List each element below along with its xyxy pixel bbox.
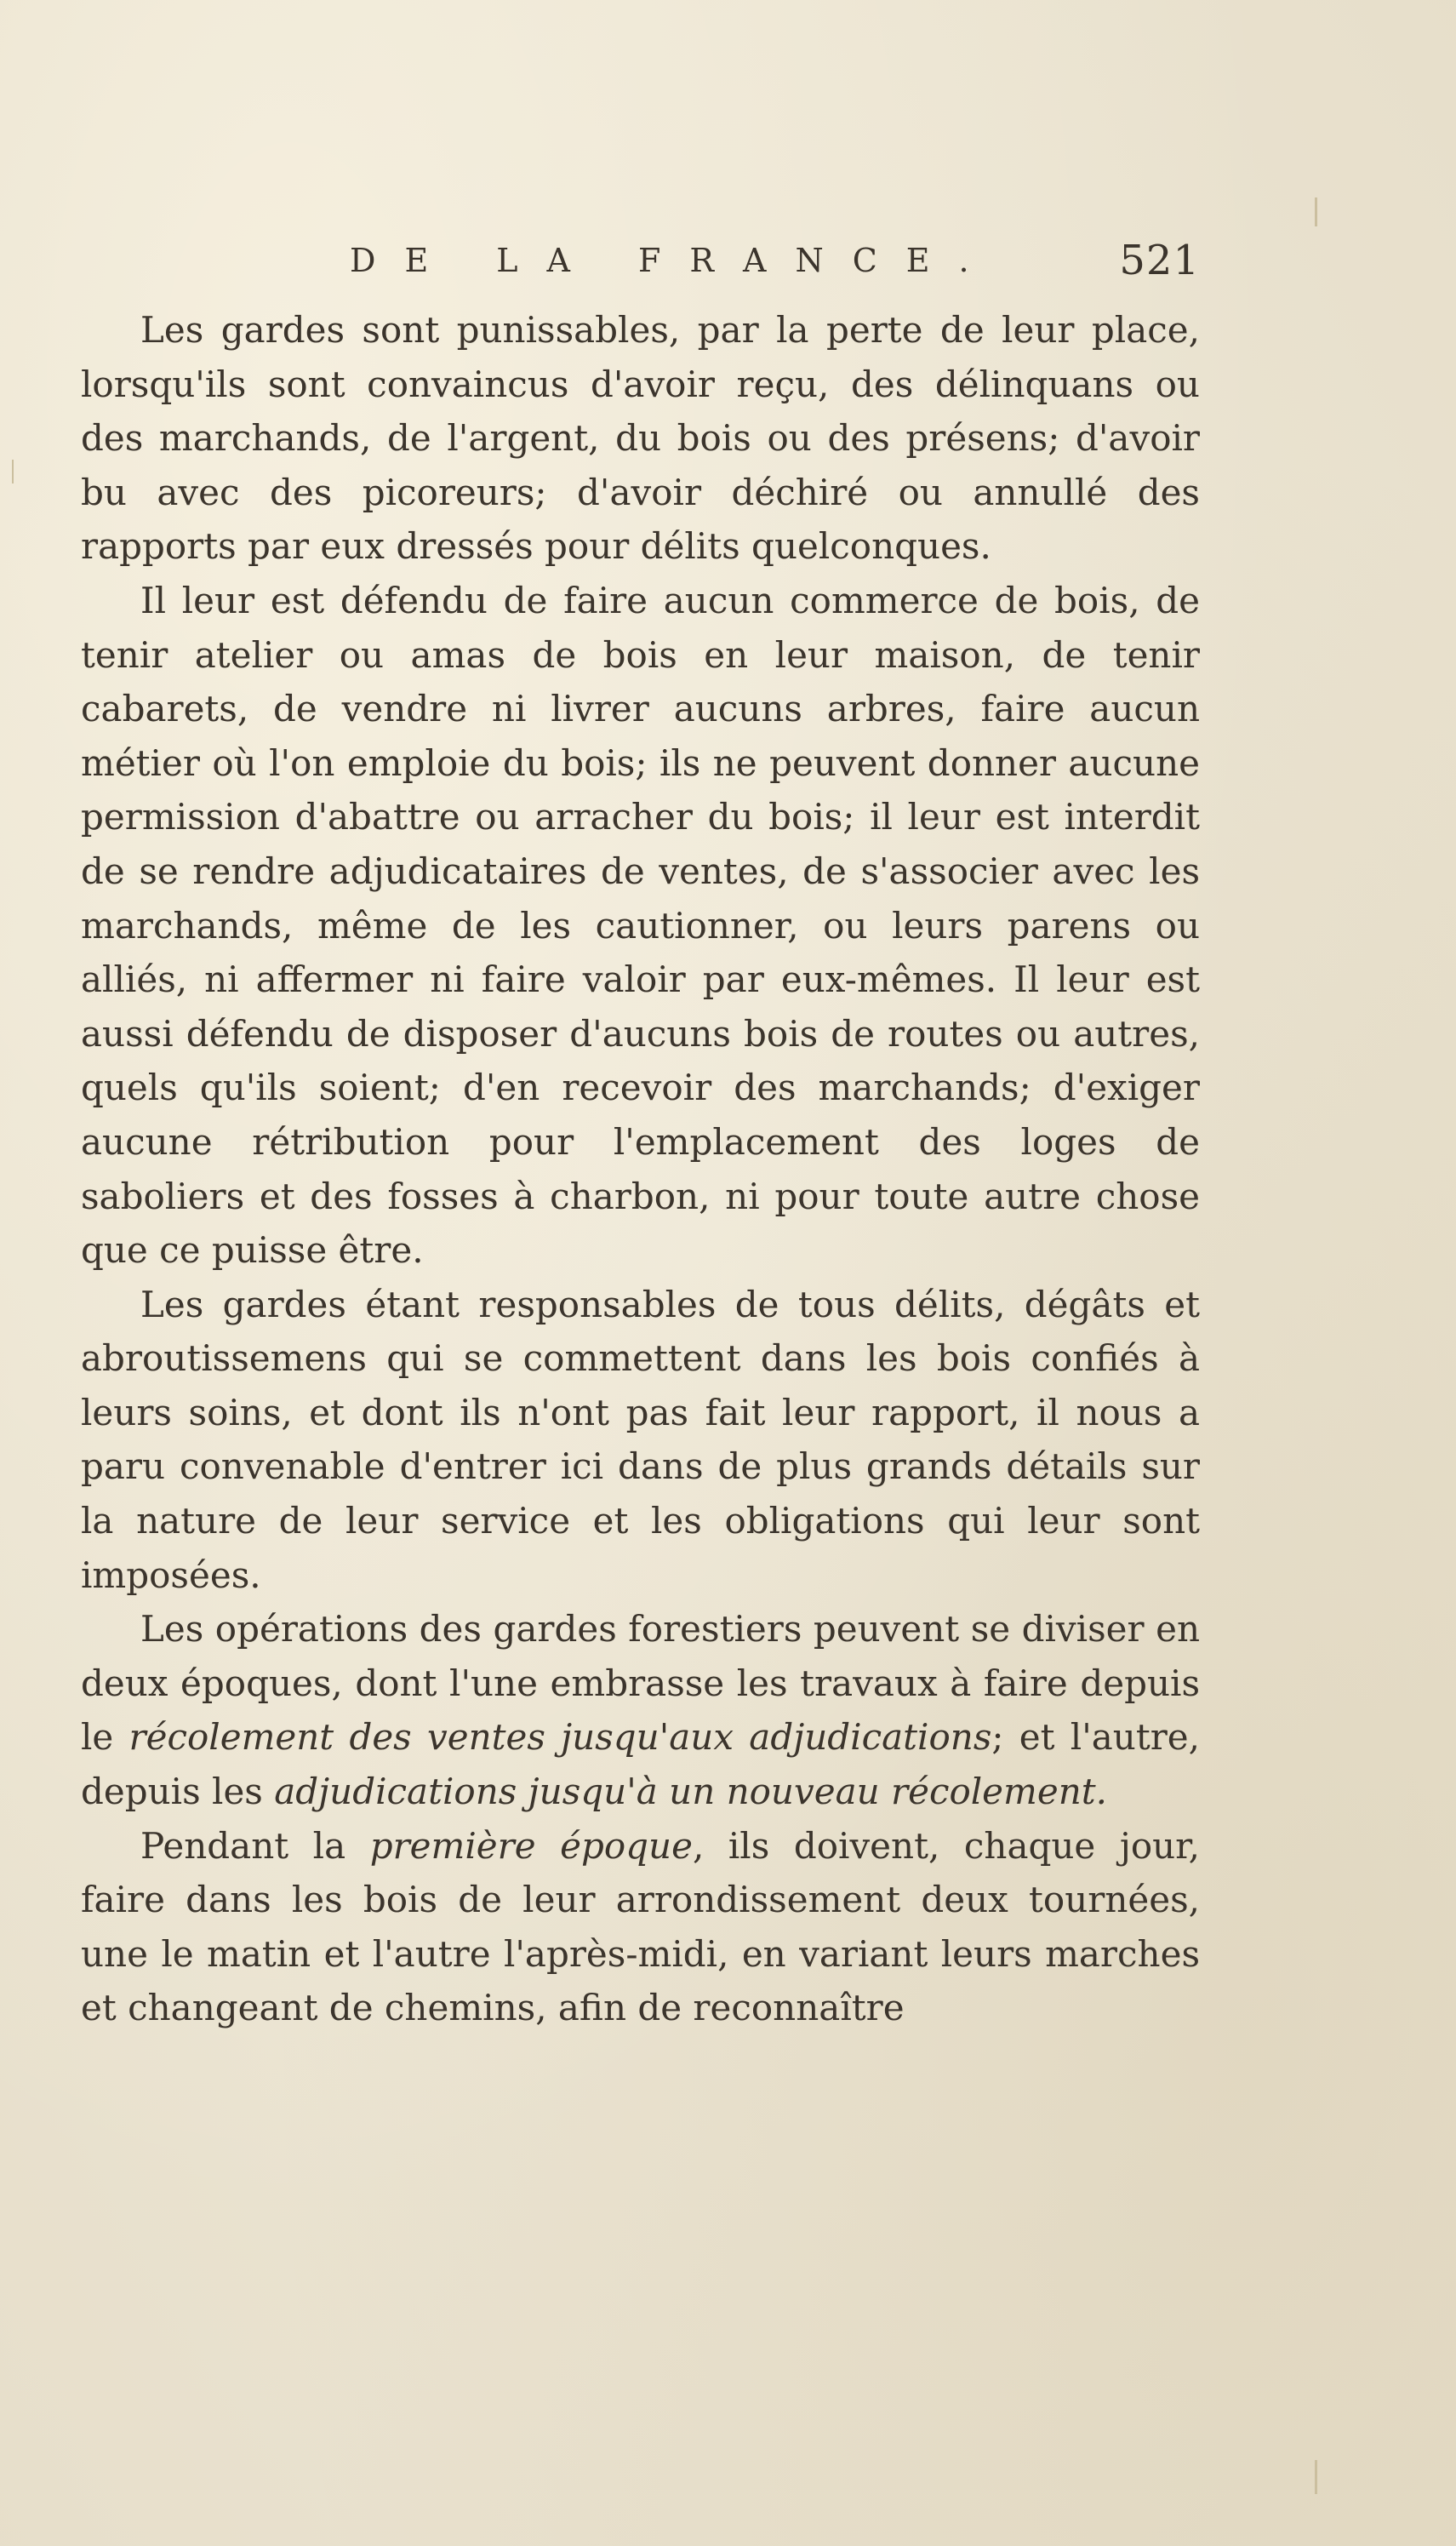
paragraph-4-text-b: ; et l'autre, depuis les (81, 1716, 1200, 1813)
page-number: 521 (1119, 237, 1200, 284)
paragraph-5-italic: première époque (369, 1824, 693, 1867)
paragraph-4-italic-b: adjudications jusqu'à un nouveau récolement. (274, 1771, 1107, 1813)
margin-mark-left (12, 460, 14, 483)
paragraph-5-text-b: , ils doivent, chaque jour, faire dans les bois de leur arrondissement deux tournées, une le matin et l'autre l'après-midi, en variant leurs marches et changeant de chemins, afin de reconnaître (81, 1824, 1200, 2029)
paragraph-4-italic-a: récolement des ventes jusqu'aux adjudications (128, 1716, 992, 1759)
running-head (81, 230, 1200, 289)
margin-mark-right-bottom (1315, 2460, 1317, 2494)
running-title: DE LA FRANCE. (350, 242, 998, 279)
paragraph-2: Il leur est défendu de faire aucun commerce de bois, de tenir atelier ou amas de bois en leur maison, de tenir cabarets, de vendre ni livrer aucuns arbres, faire aucun métier où l'on emploie du bois; ils ne peuvent donner aucune permission d'abattre ou arracher du bois; il leur est interdit de se rendre adjudicataires de ventes, de s'associer avec les marchands, même de les cautionner, ou leurs parens ou alliés, ni affermer ni faire valoir par eux-mêmes. Il leur est aussi défendu de disposer d'aucuns bois de routes ou autres, quels qu'ils soient; d'en recevoir des marchands; d'exiger aucune rétribution pour l'emplacement des loges de saboliers et des fosses à charbon, ni pour toute autre chose que ce puisse être. (81, 579, 1200, 1272)
paragraph-3: Les gardes étant responsables de tous délits, dégâts et abroutissemens qui se commettent dans les bois confiés à leurs soins, et dont ils n'ont pas fait leur rapport, il nous a paru convenable d'entrer ici dans de plus grands détails sur la nature de leur service et les obligations qui leur sont imposées. (81, 1283, 1200, 1596)
paragraph-5-text-a: Pendant la (140, 1824, 370, 1867)
paragraph-5 (81, 1819, 1200, 2035)
paragraph-4 (81, 1602, 1200, 1818)
paragraph-4-text-a: Les opérations des gardes forestiers peuvent se diviser en deux époques, dont l'une embrasse les travaux à faire depuis le (81, 1608, 1200, 1759)
paragraph-1: Les gardes sont punissables, par la perte de leur place, lorsqu'ils sont convaincus d'avoir reçu, des délinquans ou des marchands, de l'argent, du bois ou des présens; d'avoir bu avec des picoreurs; d'avoir déchiré ou annullé des rapports par eux dressés pour délits quelconques. (81, 309, 1200, 568)
body-text (81, 303, 1200, 2035)
margin-mark-right-top (1315, 197, 1317, 226)
